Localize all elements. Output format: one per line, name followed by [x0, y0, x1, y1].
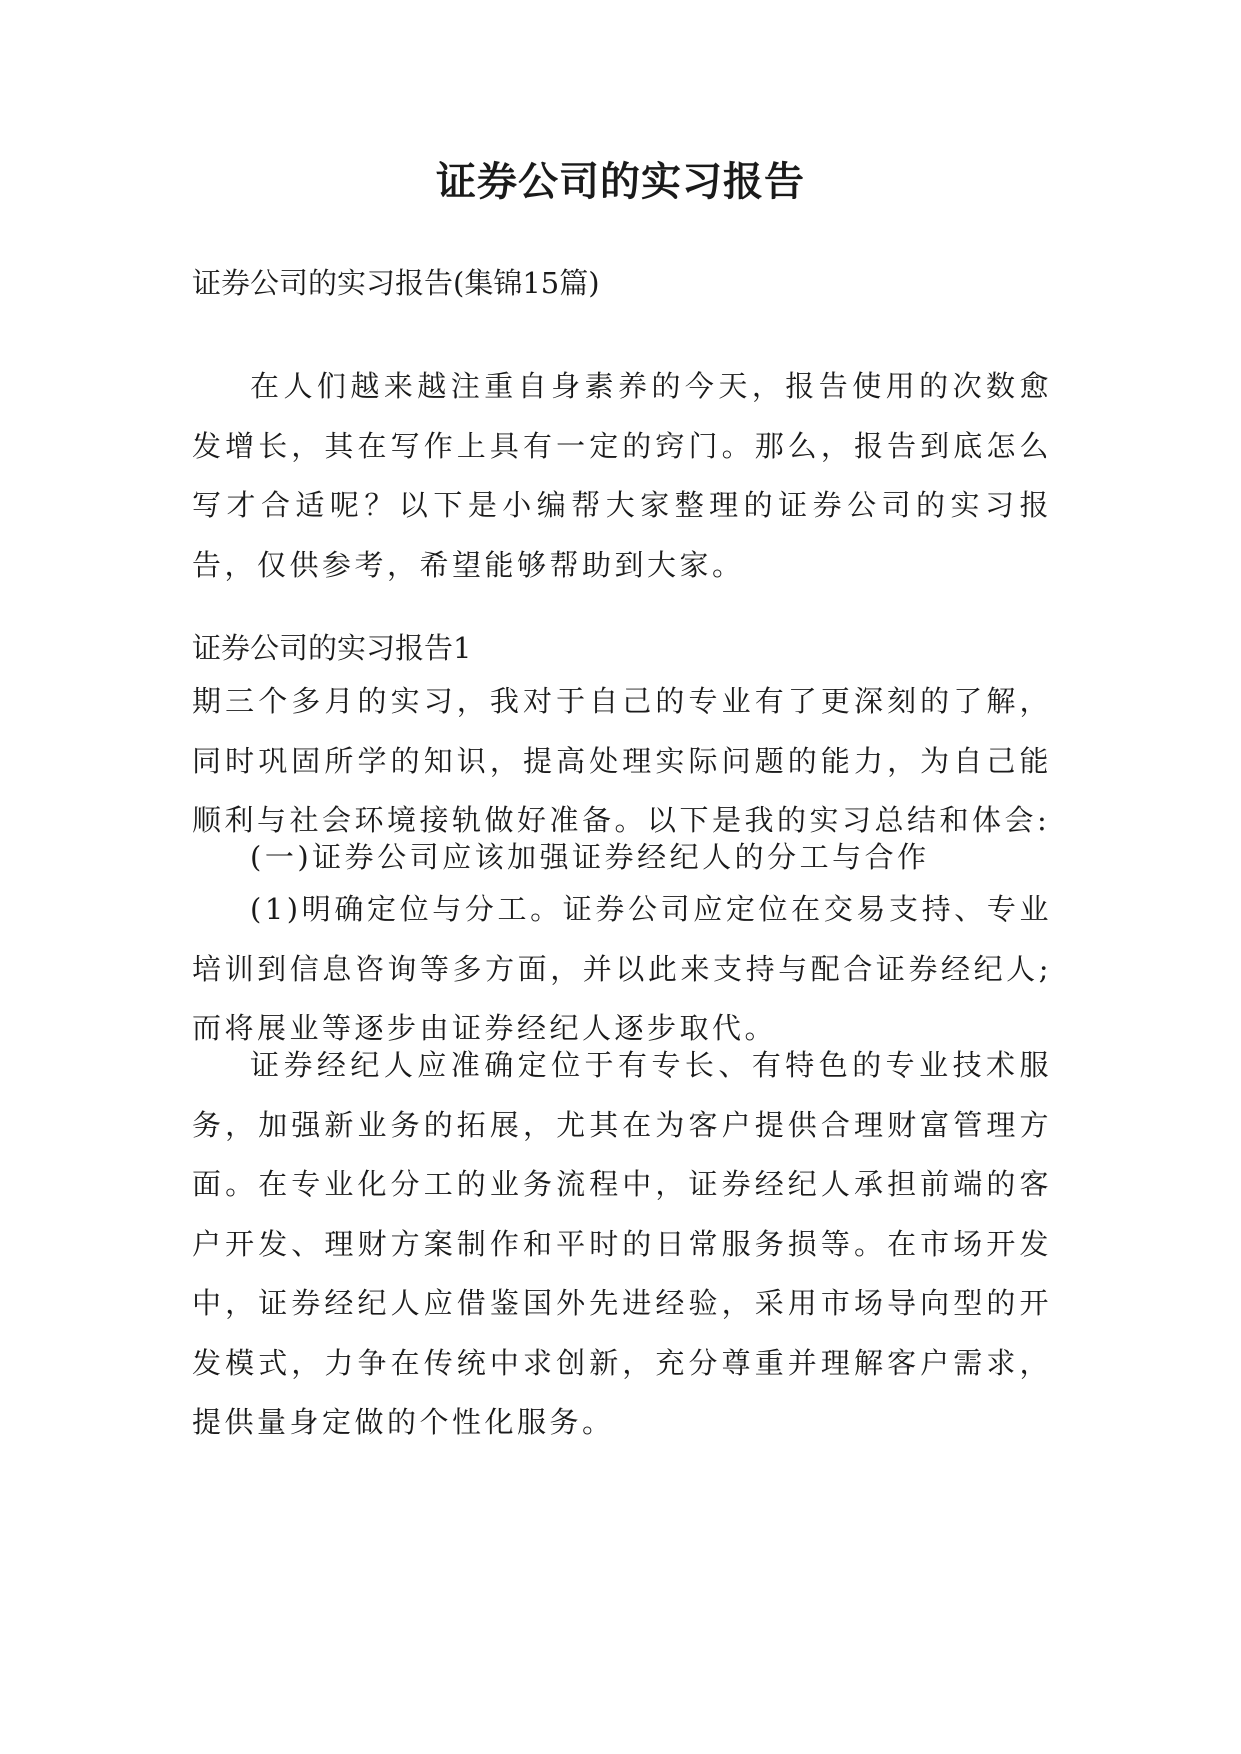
document-subtitle: 证券公司的实习报告(集锦15篇): [192, 266, 600, 300]
intro-paragraph: 在人们越来越注重自身素养的今天，报告使用的次数愈发增长，其在写作上具有一定的窍门。那么，报告到底怎么写才合适呢？以下是小编帮大家整理的证券公司的实习报告，仅供参考，希望能够帮助到大家。: [192, 369, 1052, 582]
paragraph-1: 期三个多月的实习，我对于自己的专业有了更深刻的了解，同时巩固所学的知识，提高处理实际问题的能力，为自己能顺利与社会环境接轨做好准备。以下是我的实习总结和体会:: [192, 684, 1052, 837]
section-heading: 证券公司的实习报告1: [192, 631, 472, 665]
paragraph-2: (一)证券公司应该加强证券经纪人的分工与合作: [250, 840, 930, 874]
paragraph-3: (1)明确定位与分工。证券公司应定位在交易支持、专业培训到信息咨询等多方面，并以此来支持与配合证券经纪人;而将展业等逐步由证券经纪人逐步取代。: [192, 892, 1052, 1045]
document-title: 证券公司的实习报告: [436, 158, 805, 205]
paragraph-4: 证券经纪人应准确定位于有专长、有特色的专业技术服务，加强新业务的拓展，尤其在为客户提供合理财富管理方面。在专业化分工的业务流程中，证券经纪人承担前端的客户开发、理财方案制作和平时的日常服务损等。在市场开发中，证券经纪人应借鉴国外先进经验，采用市场导向型的开发模式，力争在传统中求创新，充分尊重并理解客户需求，提供量身定做的个性化服务。: [192, 1048, 1052, 1439]
